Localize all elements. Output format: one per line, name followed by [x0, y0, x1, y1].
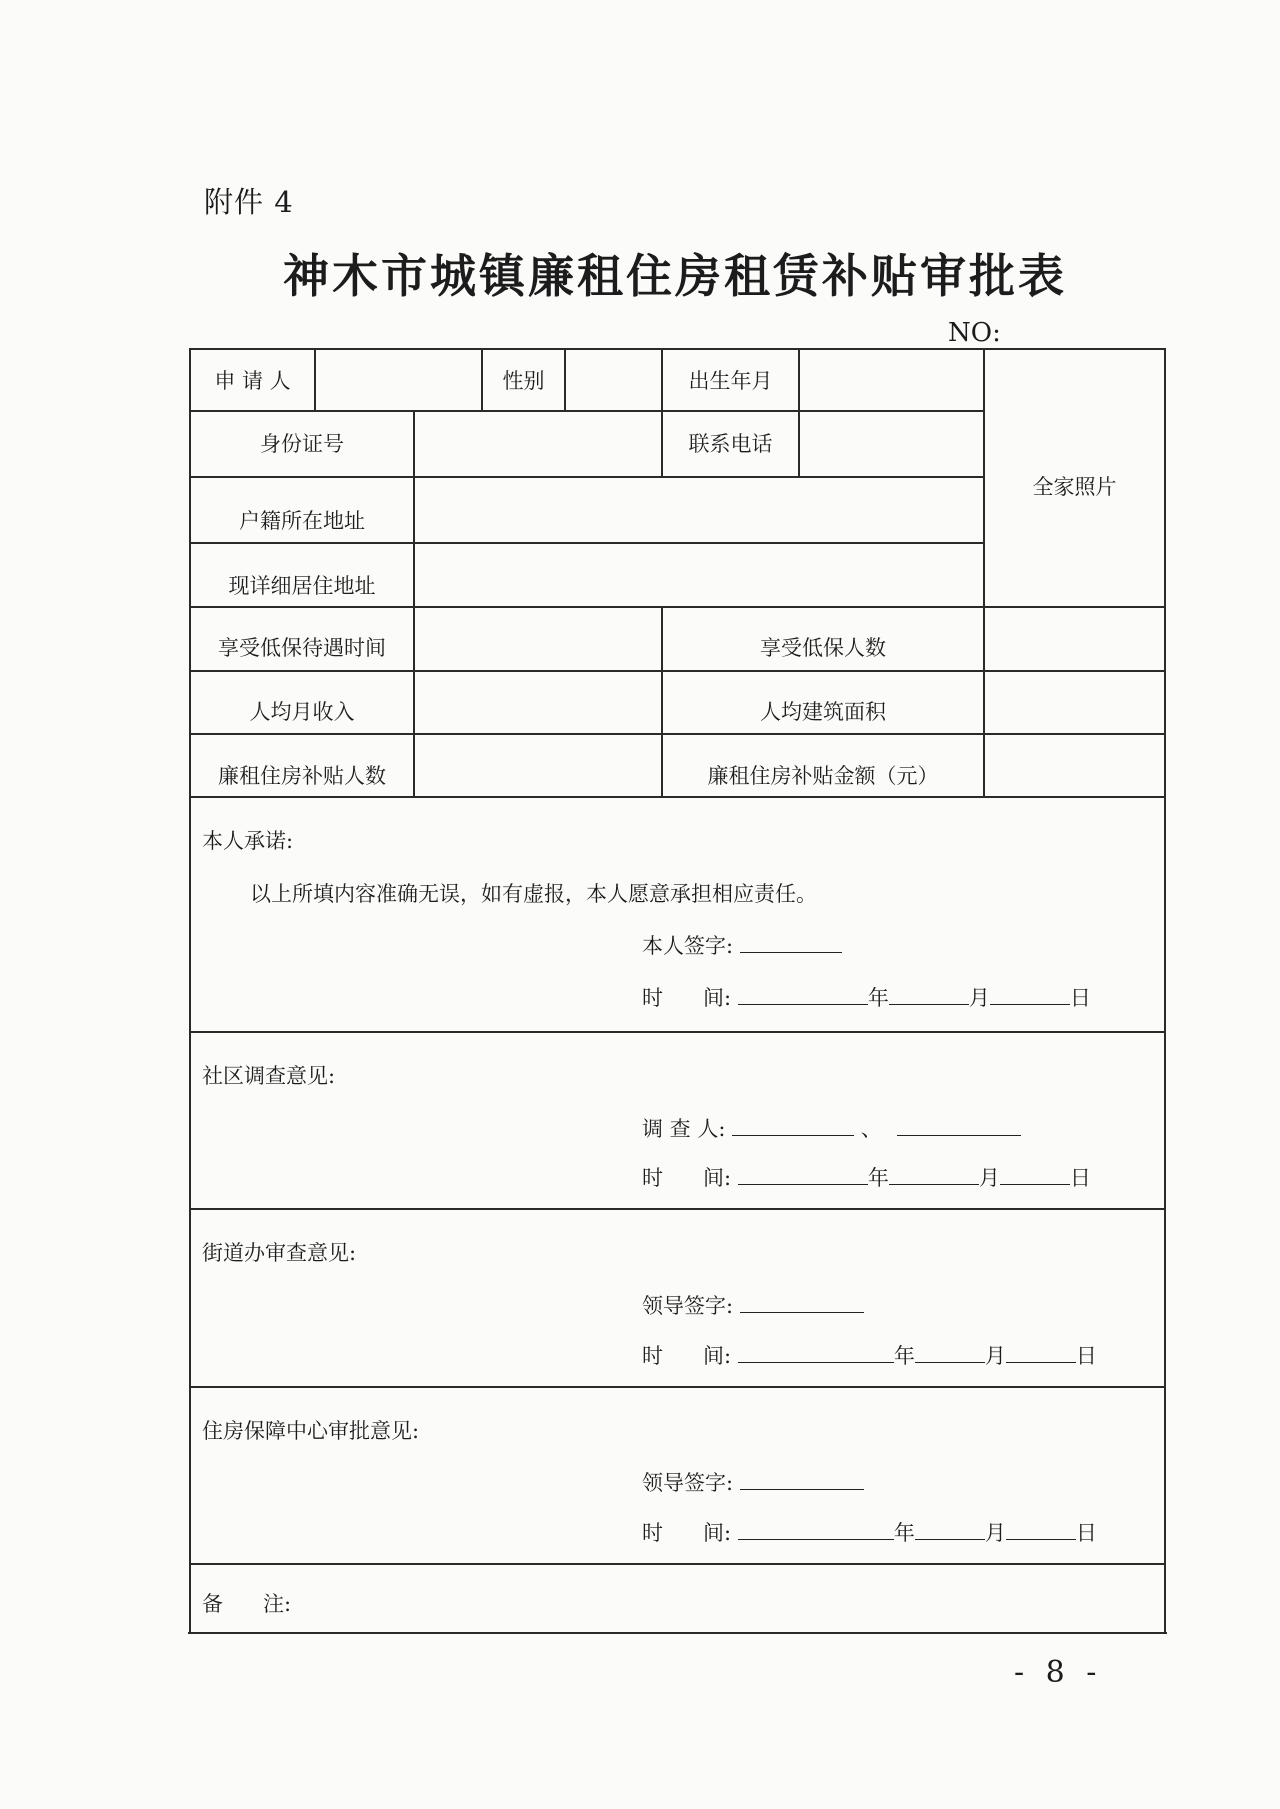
col-line: [481, 348, 483, 411]
col-line: [314, 348, 316, 411]
investigator-blank-1[interactable]: [732, 1115, 854, 1136]
col-line: [661, 410, 663, 476]
community-investigator-row: [642, 1113, 1021, 1143]
form-number-label: NO:: [948, 318, 1001, 348]
housing-center-signature-blank[interactable]: [740, 1469, 864, 1490]
street-office-signature-blank[interactable]: [740, 1292, 864, 1313]
year-label: 年: [893, 1344, 915, 1368]
row-line: [190, 1563, 1165, 1565]
day-blank[interactable]: [1006, 1519, 1076, 1540]
commitment-signature-label: 本人签字:: [642, 934, 734, 958]
commitment-statement: 以上所填内容准确无误，如有虚报，本人愿意承担相应责任。: [250, 882, 817, 906]
page-number: - 8 -: [1014, 1655, 1103, 1690]
community-heading: 社区调查意见:: [202, 1064, 336, 1088]
street-office-heading: 街道办审查意见:: [202, 1241, 357, 1265]
commitment-heading: 本人承诺:: [202, 829, 294, 853]
day-blank[interactable]: [1006, 1342, 1076, 1363]
investigator-label: 调 查 人:: [642, 1117, 726, 1141]
col-line: [564, 348, 566, 411]
housing-center-heading: 住房保障中心审批意见:: [202, 1419, 420, 1443]
table-border-bottom: [188, 1632, 1167, 1634]
commitment-date-row: [642, 982, 1091, 1012]
community-date-row: [642, 1162, 1091, 1192]
day-label: 日: [1069, 1166, 1091, 1190]
year-label: 年: [867, 1166, 889, 1190]
month-blank[interactable]: [889, 984, 969, 1005]
street-office-date-row: [642, 1340, 1097, 1370]
commitment-signature-row: [642, 930, 842, 960]
day-blank[interactable]: [1000, 1164, 1070, 1185]
day-label: 日: [1075, 1521, 1097, 1545]
day-label: 日: [1069, 986, 1091, 1010]
street-office-signature-label: 领导签字:: [642, 1294, 734, 1318]
col-line: [661, 348, 663, 411]
page-title: 神木市城镇廉租住房租赁补贴审批表: [283, 249, 1067, 303]
month-label: 月: [984, 1344, 1006, 1368]
street-office-signature-row: [642, 1290, 864, 1320]
year-blank[interactable]: [738, 1342, 894, 1363]
month-label: 月: [968, 986, 990, 1010]
row-line: [190, 1386, 1165, 1388]
time-label: 时 间:: [642, 986, 732, 1010]
investigator-blank-2[interactable]: [897, 1115, 1021, 1136]
col-line: [413, 410, 415, 797]
row-line: [190, 542, 984, 544]
day-label: 日: [1075, 1344, 1097, 1368]
col-line: [798, 348, 800, 476]
row-line: [190, 476, 984, 478]
year-label: 年: [867, 986, 889, 1010]
row-line: [190, 670, 1165, 672]
table-border-top: [190, 348, 1166, 350]
remarks-field[interactable]: [300, 1570, 1150, 1626]
time-label: 时 间:: [642, 1521, 732, 1545]
attachment-label: 附件 4: [204, 185, 294, 219]
time-label: 时 间:: [642, 1344, 732, 1368]
col-line: [983, 348, 985, 797]
year-label: 年: [893, 1521, 915, 1545]
month-blank[interactable]: [889, 1164, 979, 1185]
housing-center-date-row: [642, 1517, 1097, 1547]
month-blank[interactable]: [915, 1342, 985, 1363]
year-blank[interactable]: [738, 984, 868, 1005]
month-label: 月: [984, 1521, 1006, 1545]
year-blank[interactable]: [738, 1519, 894, 1540]
table-border-right: [1164, 348, 1166, 1634]
row-line: [190, 606, 1165, 608]
row-line: [190, 796, 1165, 798]
row-line: [190, 1208, 1165, 1210]
time-label: 时 间:: [642, 1166, 732, 1190]
row-line: [190, 1031, 1165, 1033]
row-line: [190, 733, 1165, 735]
row-line: [190, 410, 984, 412]
housing-center-signature-row: [642, 1467, 864, 1497]
month-blank[interactable]: [915, 1519, 985, 1540]
table-border-left: [189, 348, 191, 1634]
col-line: [661, 606, 663, 797]
housing-center-signature-label: 领导签字:: [642, 1471, 734, 1495]
investigator-separator: 、: [860, 1117, 882, 1141]
year-blank[interactable]: [738, 1164, 868, 1185]
month-label: 月: [978, 1166, 1000, 1190]
commitment-signature-blank[interactable]: [740, 932, 842, 953]
day-blank[interactable]: [990, 984, 1070, 1005]
remarks-label: 备 注:: [202, 1592, 292, 1616]
